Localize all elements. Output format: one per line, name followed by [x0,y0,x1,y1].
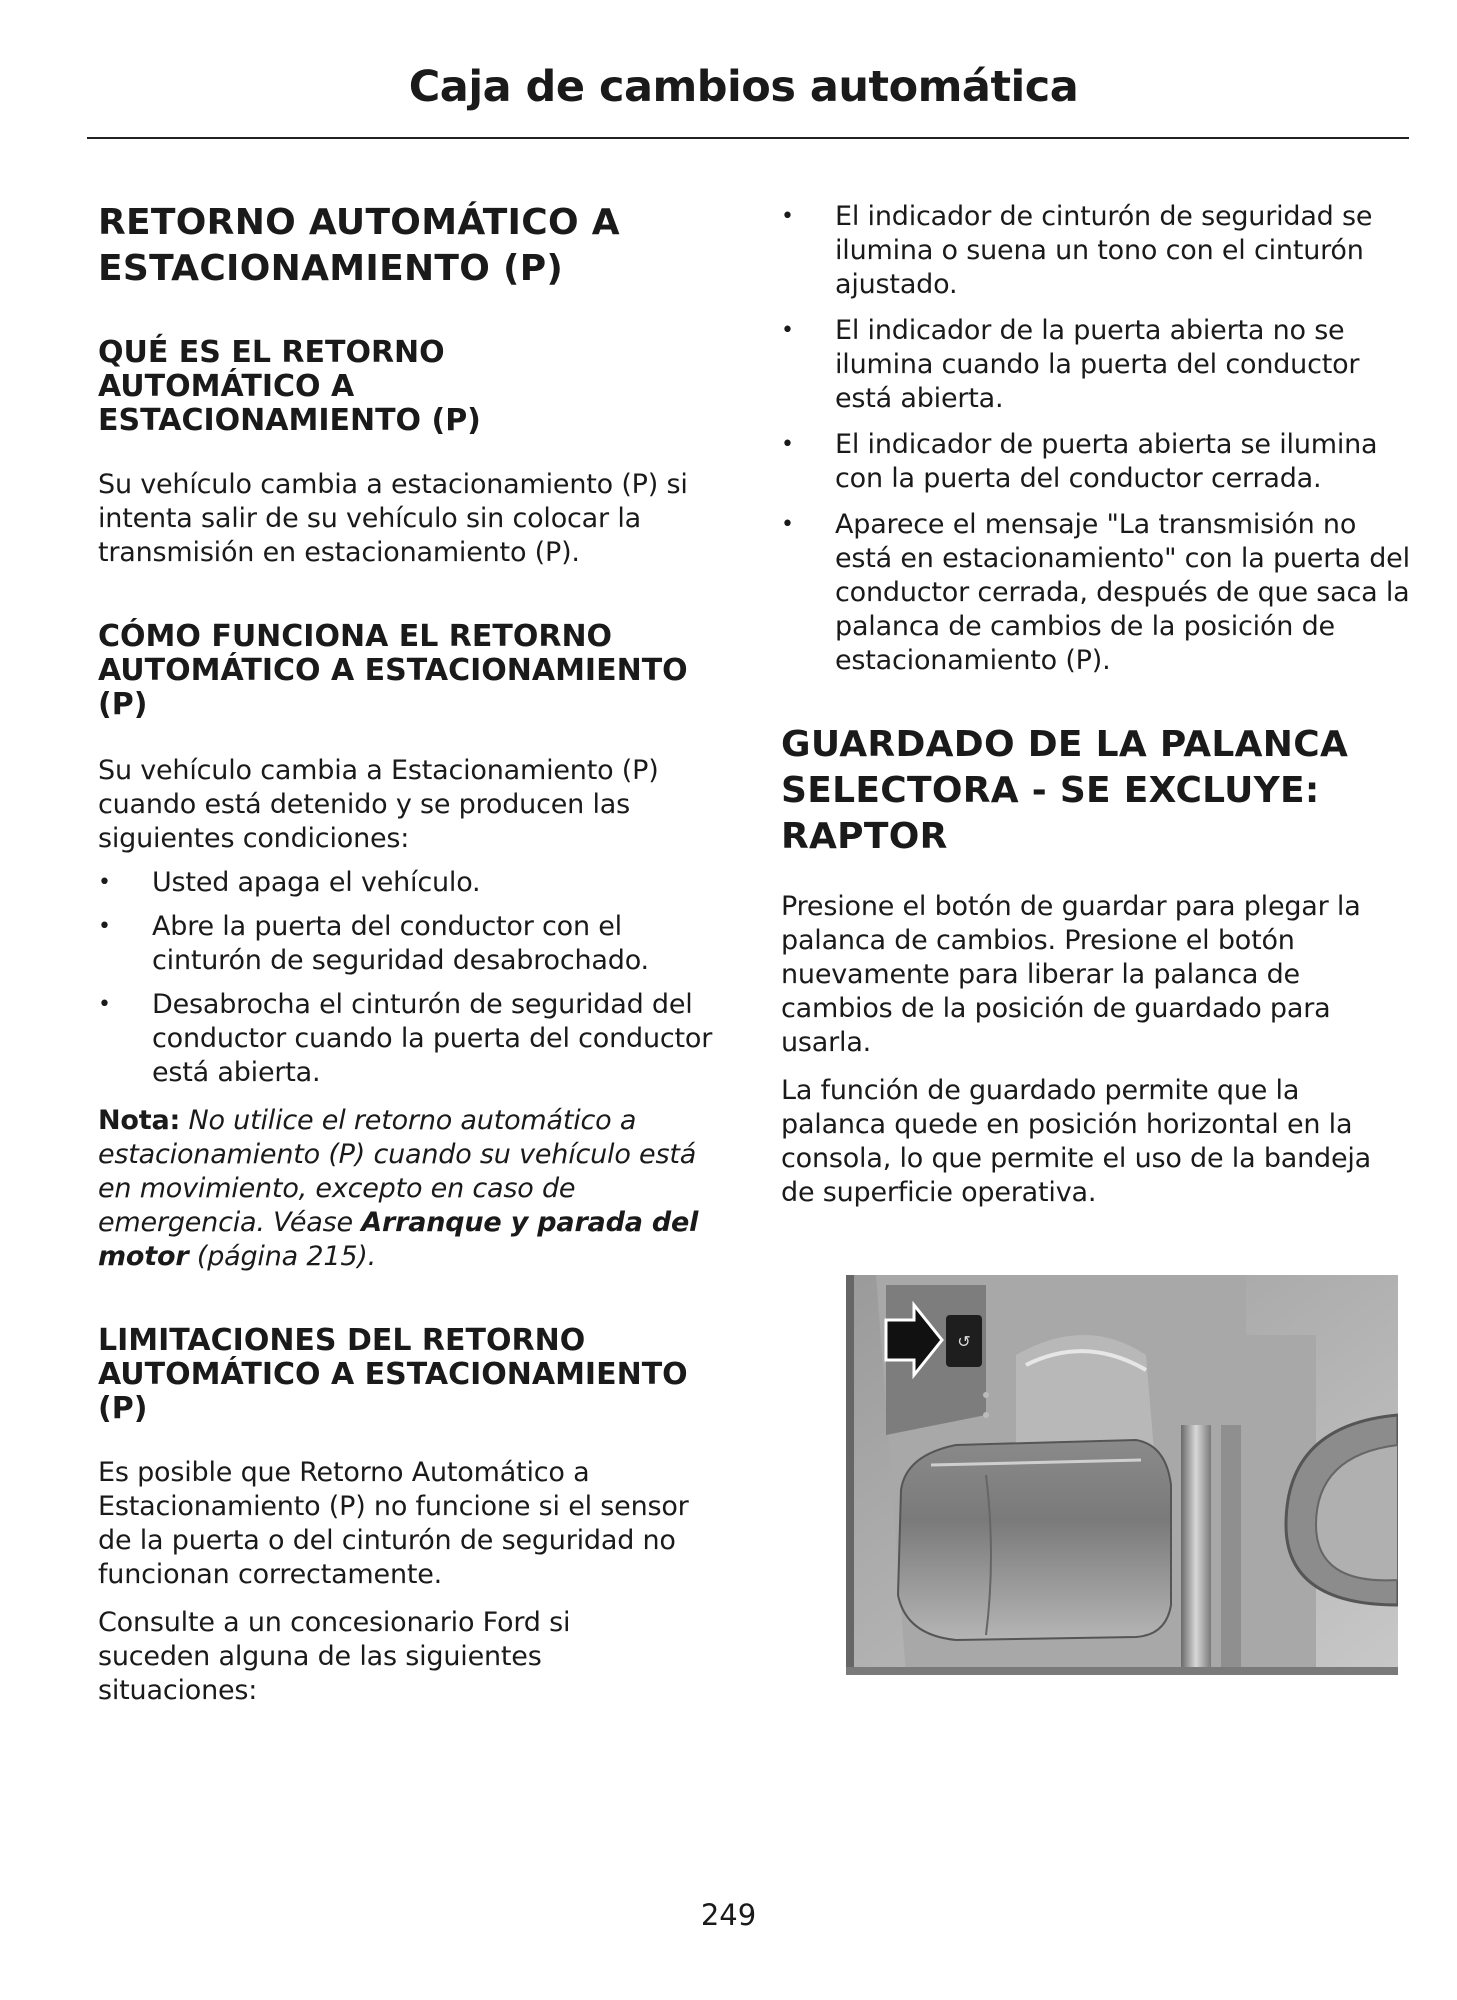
list-item: • El indicador de la puerta abierta no se ilumina cuando la puerta del conductor está abierta. [781,315,1360,414]
stow-button-symbol: ↺ [957,1332,971,1351]
subheading-what-is: QUÉ ES EL RETORNO AUTOMÁTICO A ESTACIONAMIENTO (P) [98,335,481,438]
bullet-glyph: • [781,432,794,457]
bullet-glyph: • [781,512,794,537]
paragraph-what-is: Su vehículo cambia a estacionamiento (P) si intenta salir de su vehículo sin colocar la transmisión en estacionamiento (P). [98,469,688,568]
paragraph-stow-function: La función de guardado permite que la palanca quede en posición horizontal en la consola, lo que permite el uso de la bandeja de superficie operativa. [781,1075,1372,1208]
situations-list [781,200,1411,678]
cross-reference-link[interactable]: Arranque y parada del motor [98,1207,699,1272]
note-label: Nota: [98,1105,181,1136]
list-item: • Abre la puerta del conductor con el cinturón de seguridad desabrochado. [98,911,649,976]
paragraph-limitations: Es posible que Retorno Automático a Estacionamiento (P) no funcione si el sensor de la puerta o del cinturón de seguridad no funcionan correctamente. [98,1457,689,1590]
paragraph-stow-button: Presione el botón de guardar para plegar la palanca de cambios. Presione el botón nuevamente para liberar la palanca de cambios de la posición de guardado para usarla. [781,891,1361,1058]
bullet-glyph: • [781,204,794,229]
list-item: • El indicador de cinturón de seguridad se ilumina o suena un tono con el cinturón ajustado. [781,201,1373,300]
note-paragraph [98,1104,728,1274]
list-item: • Aparece el mensaje "La transmisión no está en estacionamiento" con la puerta del conductor cerrada, después de que saca la palanca de cambios de la posición de estacionamiento (P). [781,509,1410,676]
conditions-list [98,866,728,1090]
title-divider [87,137,1409,139]
bullet-glyph: • [98,992,111,1017]
subheading-how-it-works: CÓMO FUNCIONA EL RETORNO AUTOMÁTICO A ESTACIONAMIENTO (P) [98,619,688,722]
bullet-glyph: • [98,870,111,895]
paragraph-how-it-works: Su vehículo cambia a Estacionamiento (P) cuando está detenido y se producen las siguientes condiciones: [98,755,659,854]
section-heading-auto-park: RETORNO AUTOMÁTICO A ESTACIONAMIENTO (P) [98,202,620,289]
stowed-shift-lever [898,1440,1171,1640]
section-heading-stowage: GUARDADO DE LA PALANCA SELECTORA - SE EXCLUYE: RAPTOR [781,724,1349,857]
indicator-dot [983,1392,989,1398]
subheading-limitations: LIMITACIONES DEL RETORNO AUTOMÁTICO A ESTACIONAMIENTO (P) [98,1323,688,1426]
console-channel [1181,1425,1211,1675]
note-text: No utilice el retorno automático a estacionamiento (P) cuando su vehículo está en movimiento, excepto en caso de emergencia. Véase [98,1105,697,1238]
page-reference: (página 215). [196,1241,377,1272]
bullet-glyph: • [98,914,111,939]
right-column [781,200,1411,1210]
list-item: • Desabrocha el cinturón de seguridad del conductor cuando la puerta del conductor está abierta. [98,989,713,1088]
page-title: Caja de cambios automática [408,62,1079,112]
shifter-stow-illustration [846,1275,1398,1675]
page-number: 249 [700,1898,757,1932]
console-drawing [846,1275,1398,1675]
paragraph-consult-dealer: Consulte a un concesionario Ford si suceden alguna de las siguientes situaciones: [98,1607,571,1706]
left-column [98,200,728,1708]
list-item: • El indicador de puerta abierta se ilumina con la puerta del conductor cerrada. [781,429,1378,494]
indicator-dot [983,1412,989,1418]
list-item: • Usted apaga el vehículo. [98,867,481,898]
bullet-glyph: • [781,318,794,343]
